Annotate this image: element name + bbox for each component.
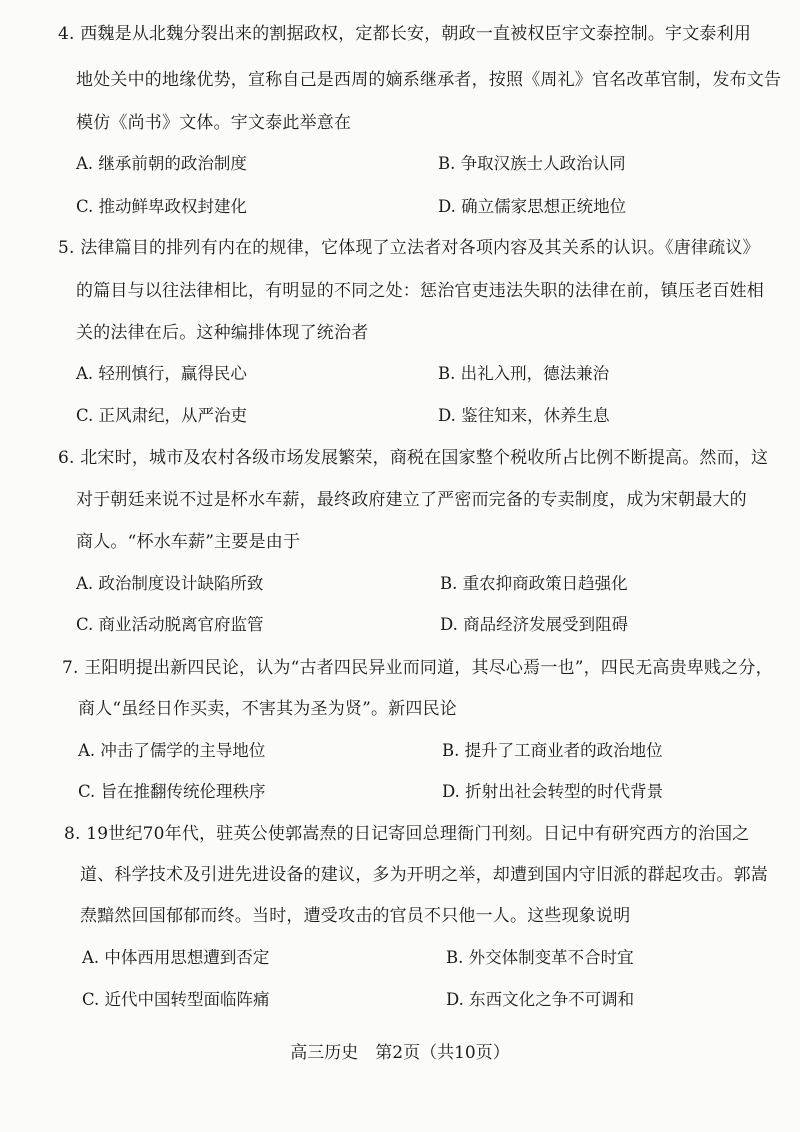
question-stem-line: 模仿《尚书》文体。宇文泰此举意在: [76, 113, 352, 133]
question-stem-line: 4. 西魏是从北魏分裂出来的割据政权，定都长安，朝政一直被权臣宇文泰控制。宇文泰利用: [58, 24, 752, 44]
option-a: A. 轻刑慎行，赢得民心: [76, 364, 247, 383]
option-d: D. 东西文化之争不可调和: [446, 990, 635, 1009]
option-a: A. 继承前朝的政治制度: [76, 154, 247, 173]
question-stem-line: 的篇目与以往法律相比，有明显的不同之处：惩治官吏违法失职的法律在前，镇压老百姓相: [76, 281, 764, 301]
question-stem-line: 8. 19世纪70年代，驻英公使郭嵩焘的日记寄回总理衙门刊刻。日记中有研究西方的治国之: [64, 824, 750, 844]
option-b: B. 出礼入刑，德法兼治: [438, 364, 610, 383]
question-stem-line: 对于朝廷来说不过是杯水车薪，最终政府建立了严密而完备的专卖制度，成为宋朝最大的: [76, 490, 747, 510]
option-c: C. 商业活动脱离官府监管: [76, 615, 264, 634]
option-c: C. 近代中国转型面临阵痛: [82, 990, 270, 1009]
question-stem-line: 商人“虽经日作买卖，不害其为圣为贤”。新四民论: [78, 699, 457, 719]
option-c: C. 正风肃纪，从严治吏: [76, 406, 248, 425]
option-d: D. 折射出社会转型的时代背景: [442, 782, 664, 801]
option-c: C. 旨在推翻传统伦理秩序: [78, 782, 266, 801]
question-stem-line: 7. 王阳明提出新四民论，认为“古者四民异业而同道，其尽心焉一也”，四民无高贵卑贱之分，: [62, 658, 773, 678]
option-d: D. 确立儒家思想正统地位: [438, 197, 627, 216]
question-stem-line: 商人。“杯水车薪”主要是由于: [76, 532, 301, 552]
question-stem-line: 6. 北宋时，城市及农村各级市场发展繁荣，商税在国家整个税收所占比例不断提高。然而，这: [58, 448, 769, 468]
option-d: D. 商品经济发展受到阻碍: [440, 615, 629, 634]
question-stem-line: 焘黯然回国郁郁而终。当时，遭受攻击的官员不只他一人。这些现象说明: [80, 906, 631, 926]
question-stem-line: 5. 法律篇目的排列有内在的规律，它体现了立法者对各项内容及其关系的认识。《唐律疏议》: [58, 238, 760, 258]
question-stem-line: 地处关中的地缘优势，宣称自己是西周的嫡系继承者，按照《周礼》官名改革官制，发布文告: [76, 70, 782, 90]
option-b: B. 外交体制变革不合时宜: [446, 948, 634, 967]
page-footer: 高三历史 第2页（共10页）: [290, 1043, 510, 1063]
option-c: C. 推动鲜卑政权封建化: [76, 197, 248, 216]
option-a: A. 政治制度设计缺陷所致: [76, 574, 264, 593]
question-stem-line: 道、科学技术及引进先进设备的建议，多为开明之举，却遭到国内守旧派的群起攻击。郭嵩: [80, 865, 768, 885]
option-b: B. 重农抑商政策日趋强化: [440, 574, 628, 593]
option-b: B. 提升了工商业者的政治地位: [442, 741, 663, 760]
option-a: A. 中体西用思想遭到否定: [82, 948, 270, 967]
option-d: D. 鉴往知来，休养生息: [438, 406, 610, 425]
option-b: B. 争取汉族士人政治认同: [438, 154, 626, 173]
option-a: A. 冲击了儒学的主导地位: [78, 741, 266, 760]
question-stem-line: 关的法律在后。这种编排体现了统治者: [76, 323, 369, 343]
